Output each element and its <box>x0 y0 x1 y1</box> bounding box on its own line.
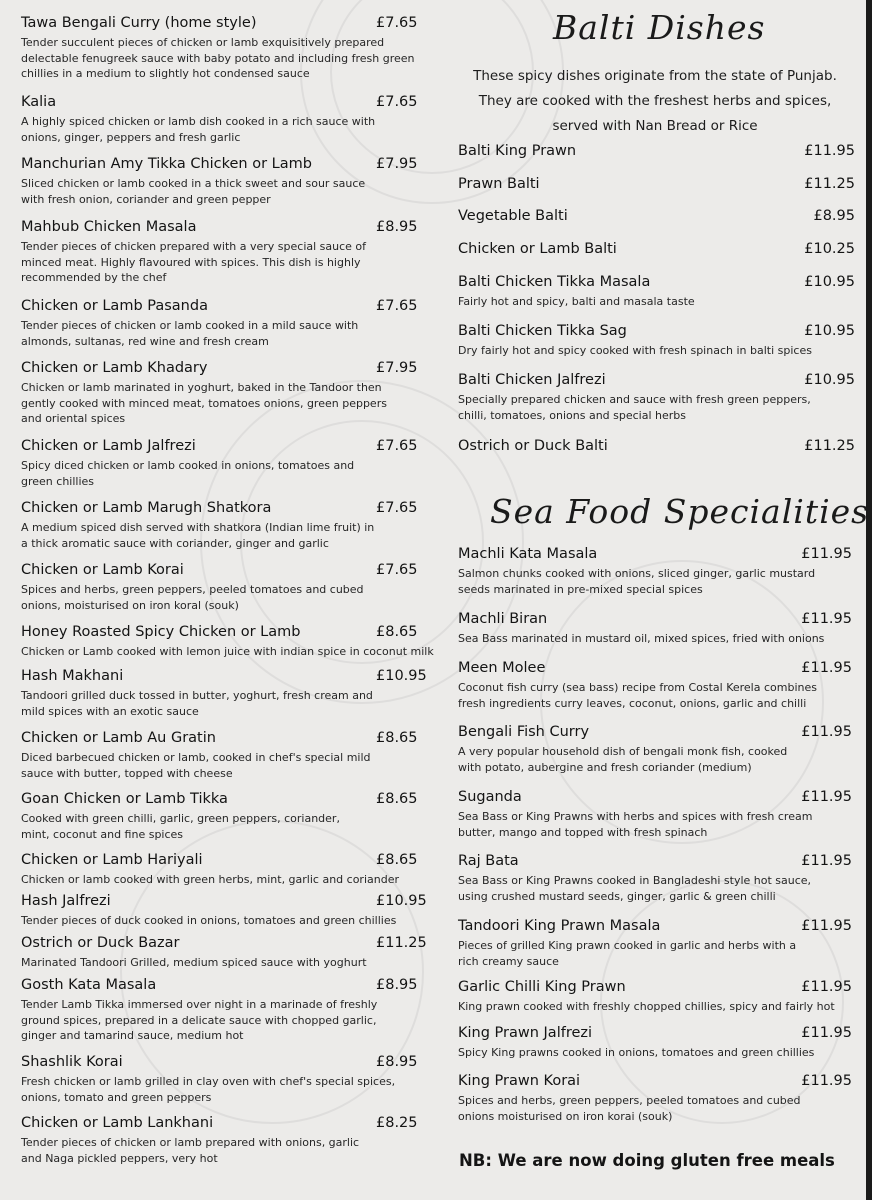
dish-price: £11.95 <box>801 1025 852 1041</box>
dish-description-line: almonds, sultanas, red wine and fresh cream <box>21 334 269 348</box>
dish-price: £7.65 <box>376 438 418 454</box>
menu-item <box>21 730 431 781</box>
dish-description-line: minced meat. Highly flavoured with spices. This dish is highly <box>21 255 361 269</box>
dish-name: Honey Roasted Spicy Chicken or Lamb <box>21 624 301 640</box>
menu-item <box>21 791 431 842</box>
menu-item <box>21 360 431 427</box>
dish-price: £11.95 <box>801 789 852 805</box>
dish-price: £7.95 <box>376 156 418 172</box>
menu-item <box>21 668 431 719</box>
dish-description-line: mint, coconut and fine spices <box>21 827 184 841</box>
dish-description-line: Specially prepared chicken and sauce with fresh green peppers, <box>458 393 811 406</box>
dish-price: £10.25 <box>804 241 855 257</box>
dish-name: Chicken or Lamb Au Gratin <box>21 730 216 746</box>
menu-item <box>21 935 431 971</box>
dish-description-line: Fresh chicken or lamb grilled in clay oven with chef's special spices, <box>21 1075 396 1088</box>
menu-item <box>458 853 852 904</box>
menu-item <box>21 15 431 82</box>
dish-price: £11.95 <box>801 611 852 627</box>
dish-description-line: Tender pieces of chicken or lamb prepared with onions, garlic <box>21 1136 360 1149</box>
balti-intro-line: They are cooked with the freshest herbs and spices, <box>478 93 832 109</box>
menu-item <box>21 1054 431 1105</box>
gluten-free-notice: NB: We are now doing gluten free meals <box>459 1151 835 1170</box>
dish-price: £8.25 <box>376 1115 418 1131</box>
dish-name: Manchurian Amy Tikka Chicken or Lamb <box>21 156 312 172</box>
menu-item <box>21 893 431 929</box>
dish-description-line: Tender Lamb Tikka immersed over night in a marinade of freshly <box>21 998 378 1011</box>
dish-description-line: Sea Bass or King Prawns cooked in Bangladeshi style hot sauce, <box>458 874 812 887</box>
dish-name: Balti Chicken Jalfrezi <box>458 372 606 388</box>
dish-price: £11.95 <box>801 660 852 676</box>
dish-name: Suganda <box>458 789 522 805</box>
dish-name: Garlic Chilli King Prawn <box>458 979 626 995</box>
dish-name: Bengali Fish Curry <box>458 724 590 740</box>
dish-description-line: King prawn cooked with freshly chopped chillies, spicy and fairly hot <box>458 1000 835 1013</box>
dish-description-line: Tender pieces of duck cooked in onions, tomatoes and green chillies <box>21 914 397 927</box>
dish-description-line: a thick aromatic sauce with coriander, ginger and garlic <box>21 536 329 550</box>
menu-item <box>458 979 852 1015</box>
dish-price: £8.95 <box>376 977 418 993</box>
menu-item <box>21 156 431 207</box>
dish-price: £10.95 <box>804 274 855 290</box>
menu-item <box>21 438 431 489</box>
dish-description-line: A very popular household dish of bengali monk fish, cooked <box>458 745 788 758</box>
dish-description-line: onions, moisturised on iron koral (souk) <box>21 598 239 612</box>
dish-price: £8.65 <box>376 791 418 807</box>
dish-price: £11.25 <box>804 438 855 454</box>
dish-name: Chicken or Lamb Lankhani <box>21 1115 214 1131</box>
menu-item <box>458 208 855 228</box>
balti-intro-line: served with Nan Bread or Rice <box>552 118 758 134</box>
dish-description-line: Marinated Tandoori Grilled, medium spiced sauce with yoghurt <box>21 956 367 969</box>
dish-name: Chicken or Lamb Khadary <box>21 360 208 376</box>
dish-price: £11.95 <box>801 1073 852 1089</box>
menu-item <box>458 323 855 359</box>
page-edge <box>866 0 872 1200</box>
menu-item <box>21 219 431 286</box>
dish-description-line: ground spices, prepared in a delicate sauce with chopped garlic, <box>21 1013 377 1027</box>
menu-item <box>458 724 852 775</box>
menu-item <box>458 789 852 840</box>
dish-name: Hash Makhani <box>21 668 124 684</box>
dish-description-line: green chillies <box>21 474 95 488</box>
dish-description-line: Tender succulent pieces of chicken or lamb exquisitively prepared <box>21 36 385 49</box>
dish-price: £7.65 <box>376 15 418 31</box>
menu-item <box>458 143 855 163</box>
sea-food-heading: Sea Food Specialities <box>490 492 870 531</box>
dish-description-line: Chicken or lamb cooked with green herbs, mint, garlic and coriander <box>21 873 399 886</box>
dish-description-line: Sliced chicken or lamb cooked in a thick sweet and sour sauce <box>21 177 366 190</box>
dish-name: Hash Jalfrezi <box>21 893 111 909</box>
dish-description-line: butter, mango and topped with fresh spinach <box>458 825 708 839</box>
dish-description-line: onions, ginger, peppers and fresh garlic <box>21 130 241 144</box>
dish-name: Chicken or Lamb Hariyali <box>21 852 203 868</box>
dish-description-line: Spicy King prawns cooked in onions, tomatoes and green chillies <box>458 1046 815 1059</box>
menu-item <box>21 852 431 888</box>
dish-price: £8.95 <box>376 1054 418 1070</box>
dish-description-line: ginger and tamarind sauce, medium hot <box>21 1029 244 1042</box>
dish-description-line: gently cooked with minced meat, tomatoes onions, green peppers <box>21 396 387 410</box>
dish-description-line: A medium spiced dish served with shatkora (Indian lime fruit) in <box>21 521 375 534</box>
dish-name: Machli Kata Masala <box>458 546 598 562</box>
dish-description-line: mild spices with an exotic sauce <box>21 704 199 718</box>
dish-description-line: Chicken or Lamb cooked with lemon juice with indian spice in coconut milk <box>21 645 434 658</box>
balti-intro <box>455 64 855 139</box>
dish-description-line: Tender pieces of chicken or lamb cooked in a mild sauce with <box>21 319 359 332</box>
dish-name: Chicken or Lamb Balti <box>458 241 617 257</box>
dish-price: £10.95 <box>376 893 427 909</box>
dish-price: £7.65 <box>376 298 418 314</box>
dish-description-line: delectable fenugreek sauce with baby potato and including fresh green <box>21 51 415 65</box>
dish-name: Ostrich or Duck Bazar <box>21 935 180 951</box>
dish-description-line: Spices and herbs, green peppers, peeled tomatoes and cubed <box>21 583 364 596</box>
dish-description-line: Coconut fish curry (sea bass) recipe from Costal Kerela combines <box>458 681 817 694</box>
dish-description-line: with potato, aubergine and fresh coriander (medium) <box>458 760 752 774</box>
menu-item <box>21 624 434 660</box>
menu-item <box>21 94 431 145</box>
dish-description-line: chillies in a medium to slightly hot condensed sauce <box>21 67 310 80</box>
dish-description-line: A highly spiced chicken or lamb dish cooked in a rich sauce with <box>21 115 376 128</box>
dish-description-line: Salmon chunks cooked with onions, sliced ginger, garlic mustard <box>458 567 816 580</box>
dish-name: King Prawn Korai <box>458 1073 581 1089</box>
dish-name: Gosth Kata Masala <box>21 977 157 993</box>
dish-name: King Prawn Jalfrezi <box>458 1025 593 1041</box>
dish-name: Prawn Balti <box>458 176 540 192</box>
dish-description-line: and oriental spices <box>21 412 126 425</box>
menu-item <box>21 298 431 349</box>
dish-name: Chicken or Lamb Pasanda <box>21 298 208 314</box>
dish-price: £7.95 <box>376 360 418 376</box>
menu-item <box>21 977 431 1044</box>
dish-description-line: fresh ingredients curry leaves, coconut, onions, garlic and chilli <box>458 696 807 710</box>
dish-price: £8.65 <box>376 730 418 746</box>
balti-dishes-heading: Balti Dishes <box>553 8 766 47</box>
dish-price: £8.95 <box>813 208 855 224</box>
dish-description-line: recommended by the chef <box>21 271 167 284</box>
dish-name: Chicken or Lamb Korai <box>21 562 184 578</box>
dish-description-line: Dry fairly hot and spicy cooked with fresh spinach in balti spices <box>458 344 812 357</box>
menu-item <box>21 1115 431 1166</box>
dish-price: £8.65 <box>376 624 418 640</box>
dish-price: £8.65 <box>376 852 418 868</box>
dish-name: Meen Molee <box>458 660 546 676</box>
menu-item <box>21 562 431 613</box>
menu-item <box>458 274 855 310</box>
dish-description-line: seeds marinated in pre-mixed special spices <box>458 582 703 596</box>
dish-price: £10.95 <box>804 372 855 388</box>
dish-name: Chicken or Lamb Jalfrezi <box>21 438 196 454</box>
menu-item <box>458 611 852 647</box>
menu-item <box>458 372 855 423</box>
dish-price: £11.95 <box>804 143 855 159</box>
dish-price: £11.25 <box>804 176 855 192</box>
dish-description-line: Spicy diced chicken or lamb cooked in onions, tomatoes and <box>21 459 355 472</box>
menu-item <box>21 500 431 551</box>
dish-name: Mahbub Chicken Masala <box>21 219 197 235</box>
dish-description-line: onions, tomato and green peppers <box>21 1090 212 1104</box>
dish-description-line: with fresh onion, coriander and green pepper <box>21 192 271 206</box>
dish-name: Balti Chicken Tikka Sag <box>458 323 627 339</box>
balti-intro-line: These spicy dishes originate from the state of Punjab. <box>473 68 837 84</box>
dish-description-line: Tender pieces of chicken prepared with a very special sauce of <box>21 240 367 253</box>
dish-description-line: Tandoori grilled duck tossed in butter, yoghurt, fresh cream and <box>21 689 373 702</box>
dish-description-line: Cooked with green chilli, garlic, green peppers, coriander, <box>21 812 340 825</box>
dish-description-line: and Naga pickled peppers, very hot <box>21 1151 218 1165</box>
dish-description-line: Diced barbecued chicken or lamb, cooked in chef's special mild <box>21 751 371 764</box>
dish-price: £11.25 <box>376 935 427 951</box>
dish-name: Goan Chicken or Lamb Tikka <box>21 791 228 807</box>
dish-description-line: Spices and herbs, green peppers, peeled tomatoes and cubed <box>458 1094 801 1107</box>
menu-item <box>458 176 855 196</box>
dish-description-line: rich creamy sauce <box>458 954 559 968</box>
dish-description-line: onions moisturised on iron korai (souk) <box>458 1109 673 1123</box>
dish-description-line: Sea Bass or King Prawns with herbs and spices with fresh cream <box>458 810 813 823</box>
dish-price: £7.65 <box>376 562 418 578</box>
dish-price: £7.65 <box>376 500 418 516</box>
dish-name: Kalia <box>21 94 57 110</box>
menu-item <box>458 660 852 711</box>
dish-name: Chicken or Lamb Marugh Shatkora <box>21 500 272 516</box>
dish-description-line: sauce with butter, topped with cheese <box>21 766 233 780</box>
dish-name: Tandoori King Prawn Masala <box>458 918 661 934</box>
dish-name: Balti Chicken Tikka Masala <box>458 274 651 290</box>
dish-name: Tawa Bengali Curry (home style) <box>21 15 257 31</box>
menu-item <box>458 918 852 969</box>
dish-name: Balti King Prawn <box>458 143 577 159</box>
dish-name: Raj Bata <box>458 853 519 869</box>
menu-item <box>458 241 855 261</box>
dish-price: £11.95 <box>801 546 852 562</box>
dish-price: £10.95 <box>376 668 427 684</box>
dish-description-line: chilli, tomatoes, onions and special herbs <box>458 408 687 422</box>
dish-description-line: Chicken or lamb marinated in yoghurt, baked in the Tandoor then <box>21 381 382 394</box>
dish-price: £10.95 <box>804 323 855 339</box>
menu-item <box>458 1073 852 1124</box>
dish-name: Machli Biran <box>458 611 548 627</box>
dish-price: £8.95 <box>376 219 418 235</box>
dish-price: £11.95 <box>801 853 852 869</box>
dish-description-line: Sea Bass marinated in mustard oil, mixed spices, fried with onions <box>458 632 825 645</box>
menu-item <box>458 546 852 597</box>
menu-item <box>458 438 855 458</box>
dish-price: £11.95 <box>801 918 852 934</box>
dish-description-line: Pieces of grilled King prawn cooked in garlic and herbs with a <box>458 939 797 952</box>
dish-name: Shashlik Korai <box>21 1054 123 1070</box>
dish-description-line: using crushed mustard seeds, ginger, garlic & green chilli <box>458 889 776 903</box>
dish-description-line: Fairly hot and spicy, balti and masala taste <box>458 295 695 308</box>
dish-name: Vegetable Balti <box>458 208 568 224</box>
dish-price: £11.95 <box>801 979 852 995</box>
dish-name: Ostrich or Duck Balti <box>458 438 608 454</box>
dish-price: £7.65 <box>376 94 418 110</box>
menu-item <box>458 1025 852 1061</box>
dish-price: £11.95 <box>801 724 852 740</box>
